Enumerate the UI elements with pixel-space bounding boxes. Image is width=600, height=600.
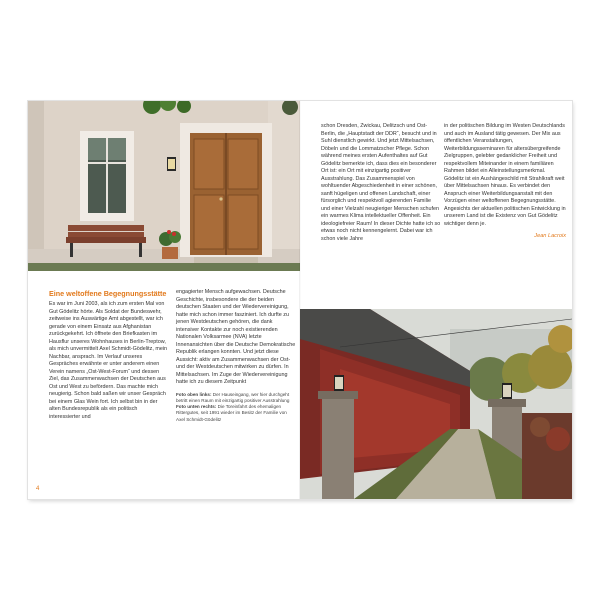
caption-top-left-label: Foto oben links: [176,391,212,397]
text-column-1 [49,289,169,421]
right-page [300,101,572,499]
caption-bottom-right-label: Foto unten rechts: [176,404,217,410]
text-column-3 [321,123,441,243]
caption-bottom-right-text: Die Toreinfahrt des ehemaligen Rittergutes, seit 1991 wieder im Besitz der Familie von Axel Schmidt-Gödelitz [176,404,287,422]
paragraph-col2: engagierter Mensch aufgewachsen. Deutsche Geschichte, insbesondere die der beiden deutschen Staaten und der Wiedervereinigung, hatte mich schon immer fasziniert. Ich durfte zu jenen Westdeutschen gehören, die dank intensiver Kontakte zur noch existierenden Nationalen Volksarmee (NVA) letzte Innenansichten über die Deutsche Demokratische Republik erlangen konnten. Und jetzt diese Aussicht: aktiv am Zusammenwachsen der Ost- und der Westdeutschen mitwirken zu dürfen. In Mittelsachsen. Im Zuge der Wiedervereinigung hatte ich zu diesem Zeitpunkt [176,289,296,385]
left-page [28,101,300,499]
section-heading: Eine weltoffene Begegnungsstätte [49,289,167,298]
author-signature: Jean Lacroix [534,233,566,239]
book-spread [28,101,572,499]
paragraph-col1: Es war im Juni 2003, als ich zum ersten Mal von Gut Gödelitz hörte. Als Soldat der Bundeswehr, zeitweise ins Auswärtige Amt abgestellt, war ich gerade von einem Einsatz aus Afghanistan zurückgekehrt. Ich öffnete den Briefkasten im Hausflur unseres Wohnhauses in Berlin-Treptow, als mich unvermittelt Axel Schmidt-Gödelitz, mein Nachbar, ansprach. Im Verlauf unseres Gespräches erwähnte er unter anderem einen Verein namens „Ost-West-Forum“ und dessen Ziel, das Zusammenwachsen der Deutschen aus Ost und West zu befördern. Das machte mich neugierig. Schon bald saßen wir unser Gespräch bei einem Glas Wein fort. Ich selbst bin in der alten Bundesrepublik als ein politisch interessierter und [49,301,168,420]
photo-house-entrance [28,101,300,271]
caption-top-left [176,392,296,405]
page-number: 4 [36,486,40,492]
text-column-2 [176,289,296,423]
caption-block [176,392,296,423]
caption-top-left-text: Der Hauseingang, wer hier durchgeht betritt einen Raum mit einzigartig positiver Ausstrahlung [176,391,290,403]
caption-bottom-right [176,404,296,423]
paragraph-col3: schon Dresden, Zwickau, Delitzsch und Ost-Berlin, die „Hauptstadt der DDR“, besucht und in Suhl dienstlich gewirkt. Und jetzt Mittelsachsen, Döbeln und die Lommatzscher Pflege. Schon während meines ersten Aufenthaltes auf Gut Gödelitz bemerkte ich, dass dies ein besonderer Ort ist: ein Ort mit einzigartig positiver Ausstrahlung. Das Zusammenspiel von wohltuender Abgeschiedenheit in einer schönen, sanft hügeligen und offenen Landschaft, einer fürsorglich und respektvoll agierenden Familie und einer Vielzahl neugieriger Menschen schufen ein warmes Klima intellektueller Offenheit. Ein ideologiefreier Raum! In dieser Dichte hatte ich so etwas noch nicht kennengelernt. Dabei war ich schon viele Jahre [321,123,441,242]
photo-estate-gateway [300,309,572,499]
paragraph-col4: in der politischen Bildung im Westen Deutschlands und auch im Ausland tätig gewesen. Der Mix aus öffentlichen Veranstaltungen, Weiterbildungsseminaren für altersübergreifende Zielgruppen, gelebter gedanklicher Freiheit und respektvollem Miteinander in einem familiären Rahmen bildet ein Alleinstellungsmerkmal. Gödelitz ist ein Aushängeschild mit Strahlkraft weit über Mittelsachsen hinaus. Es verbindet den Anspruch einer Weiterbildungsanstalt mit den Vorzügen einer weltoffenen Begegnungsstätte. Angesichts der aktuellen politischen Entwicklung in unserem Land ist die Existenz von Gut Gödelitz wichtiger denn je. [444,123,566,227]
text-column-4 [444,123,566,241]
